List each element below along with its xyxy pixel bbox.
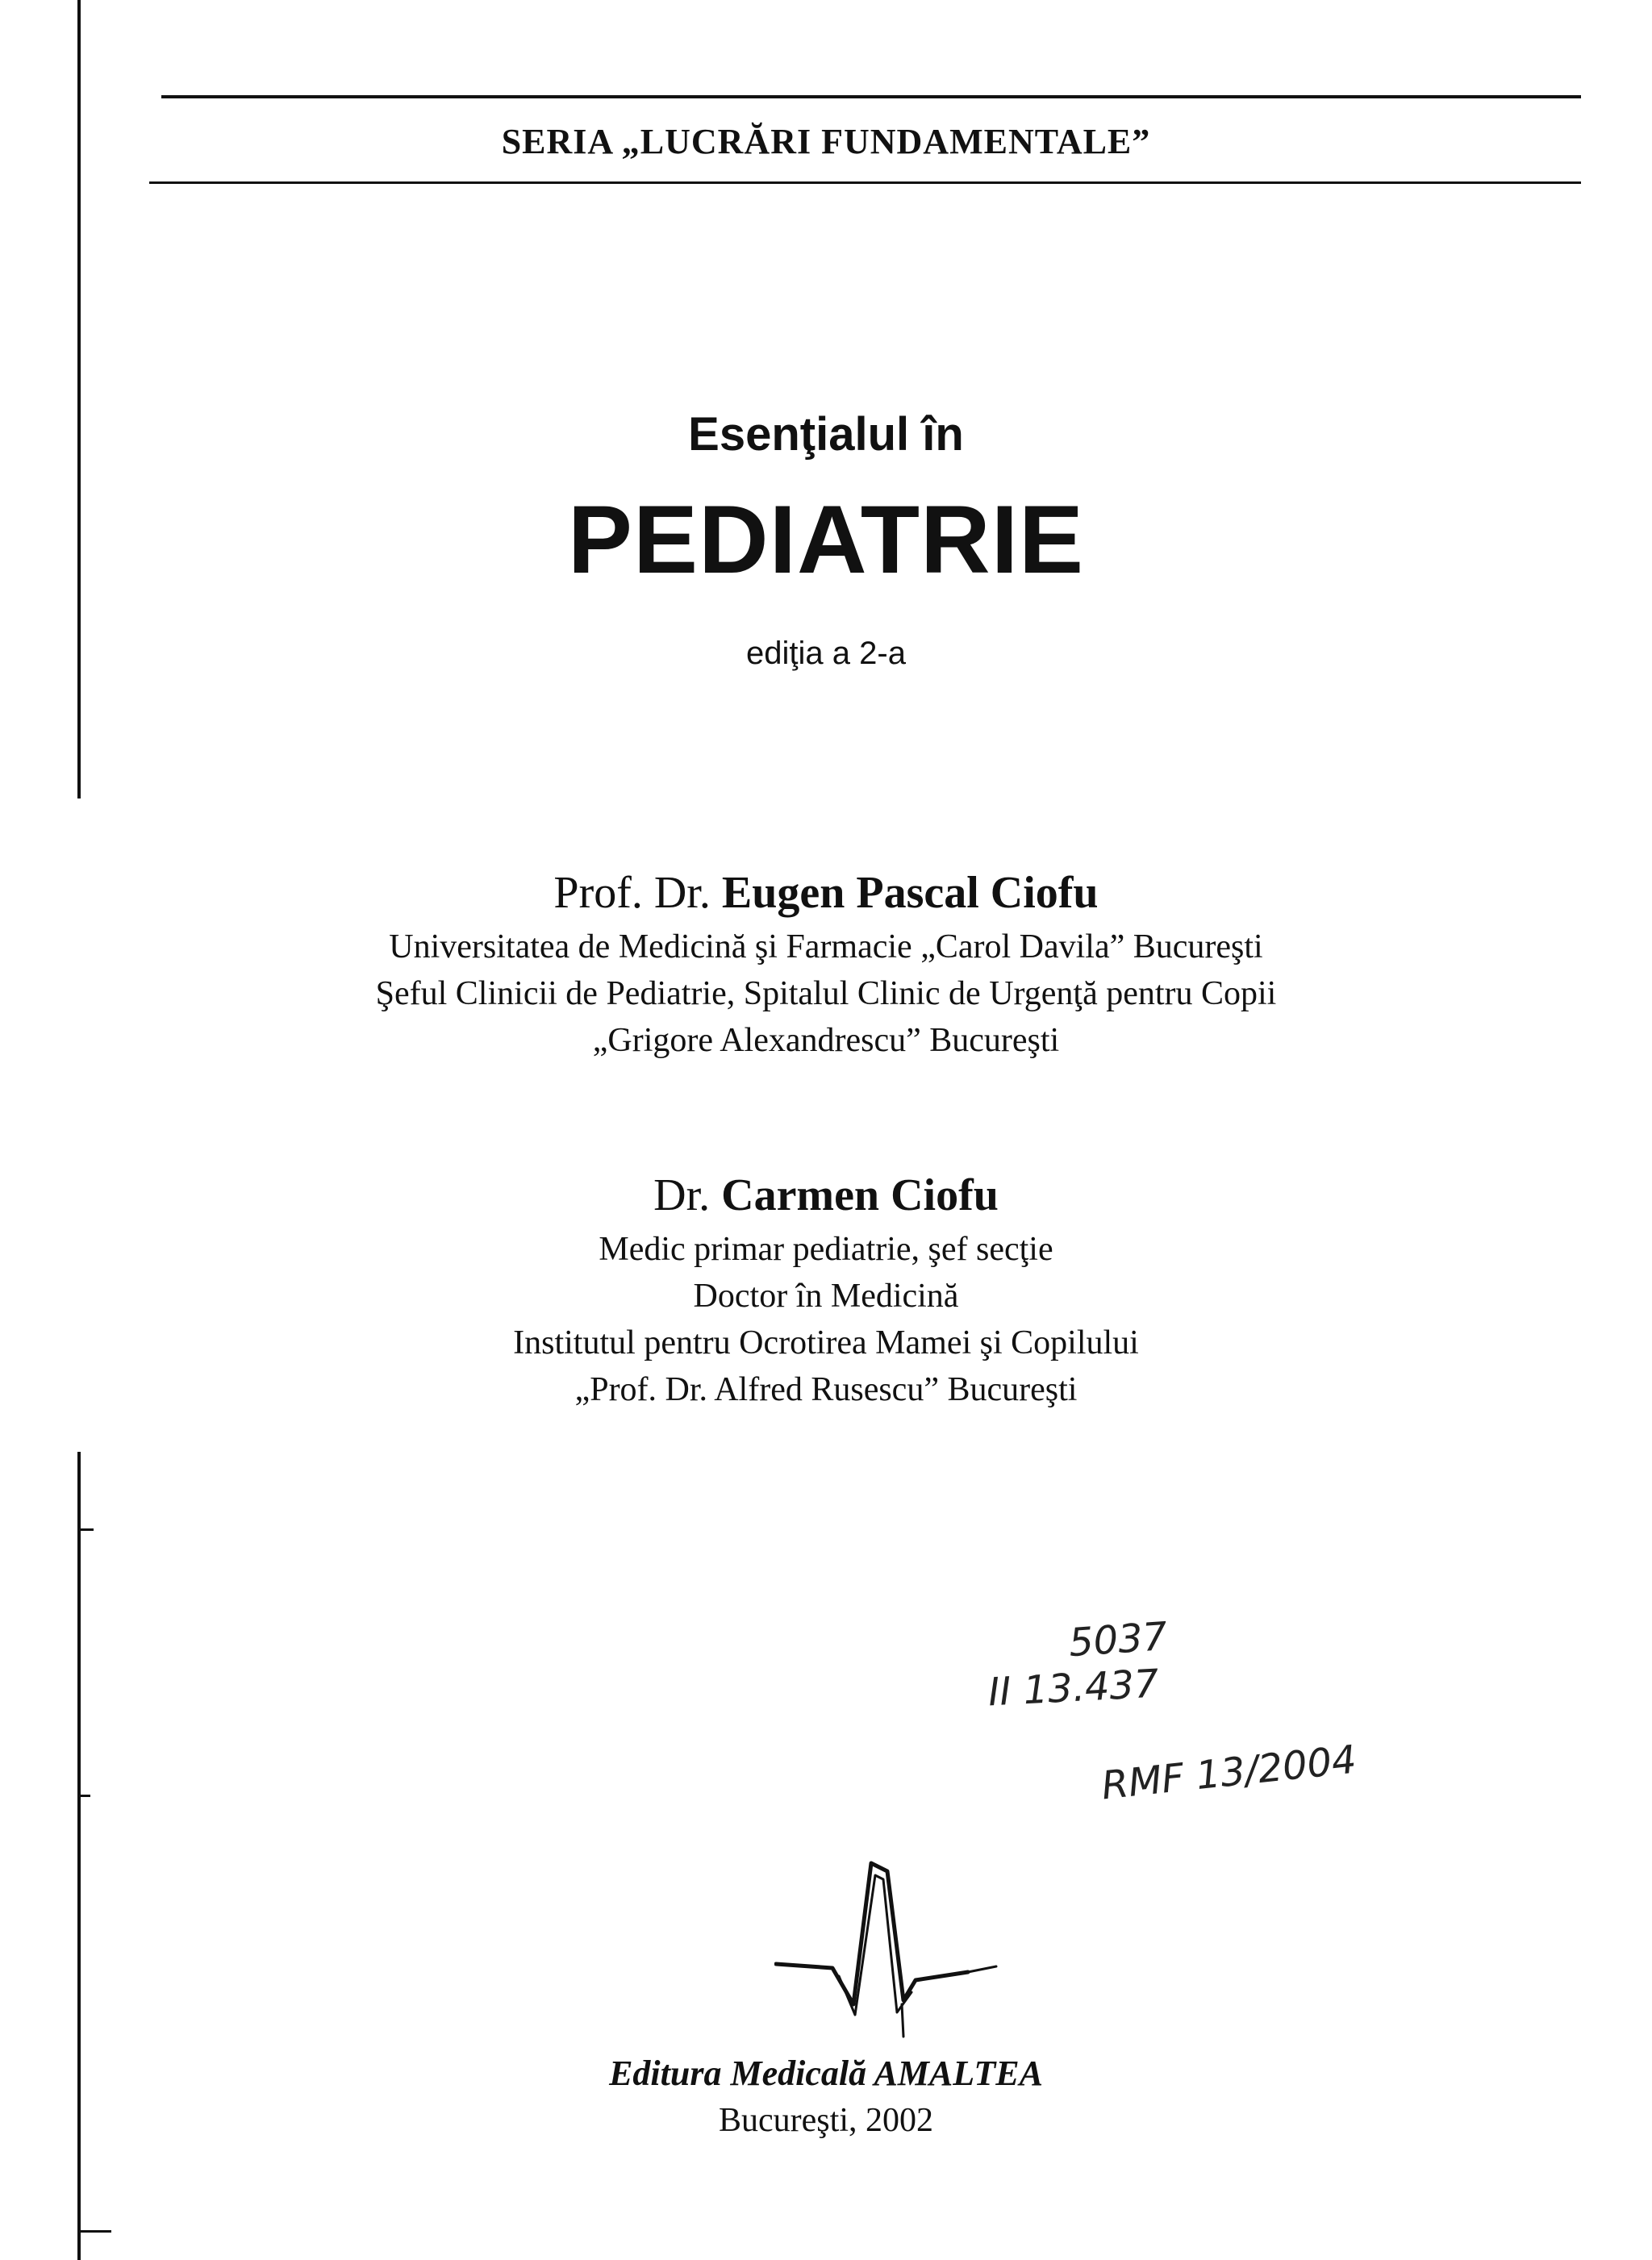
author-1-affiliation-line: „Grigore Alexandrescu” Bucureşti [592, 1022, 1060, 1059]
bottom-rule [149, 181, 1581, 184]
author-2-affiliations [0, 1226, 1652, 1413]
book-subtitle: Esenţialul în [688, 408, 964, 461]
author-2-affiliation-line: Doctor în Medicină [693, 1278, 959, 1315]
author-2-affiliation-line: Medic primar pediatrie, şef secţie [599, 1231, 1053, 1268]
author-2-affiliation-line: „Prof. Dr. Alfred Rusescu” Bucureşti [574, 1371, 1078, 1408]
publisher-name: Editura Medicală AMALTEA [609, 2054, 1043, 2093]
heartbeat-pulse-logo-icon [774, 1831, 1016, 2049]
publisher-city-year: Bucureşti, 2002 [719, 2102, 933, 2139]
author-1-fullname: Eugen Pascal Ciofu [721, 868, 1099, 918]
author-2-name [0, 1170, 1652, 1221]
top-rule [161, 95, 1581, 98]
scan-edge-mark [79, 1795, 90, 1797]
author-1-affiliation-line: Şeful Clinicii de Pediatrie, Spitalul Clinic de Urgenţă pentru Copii [375, 975, 1277, 1012]
author-2-fullname: Carmen Ciofu [721, 1170, 999, 1220]
series-title: SERIA „LUCRĂRI FUNDAMENTALE” [501, 122, 1151, 161]
scan-edge-mark [79, 2230, 111, 2233]
author-1-name [0, 867, 1652, 919]
book-title: PEDIATRIE [567, 486, 1085, 594]
scan-edge-mark [79, 1528, 94, 1531]
author-2-affiliation-line: Institutul pentru Ocrotirea Mamei şi Copilului [513, 1324, 1139, 1361]
book-edition: ediţia a 2-a [746, 636, 906, 671]
handwritten-note: 5037 [1067, 1613, 1169, 1666]
author-1-prefix: Prof. Dr. [553, 868, 711, 918]
scan-edge-line [77, 0, 81, 799]
author-1-affiliation-line: Universitatea de Medicină şi Farmacie „Carol Davila” Bucureşti [389, 928, 1263, 965]
handwritten-note: II 13.437 [987, 1661, 1160, 1716]
author-1-affiliations [0, 924, 1652, 1064]
author-2-prefix: Dr. [653, 1170, 711, 1220]
handwritten-note: RMF 13/2004 [1099, 1737, 1359, 1809]
